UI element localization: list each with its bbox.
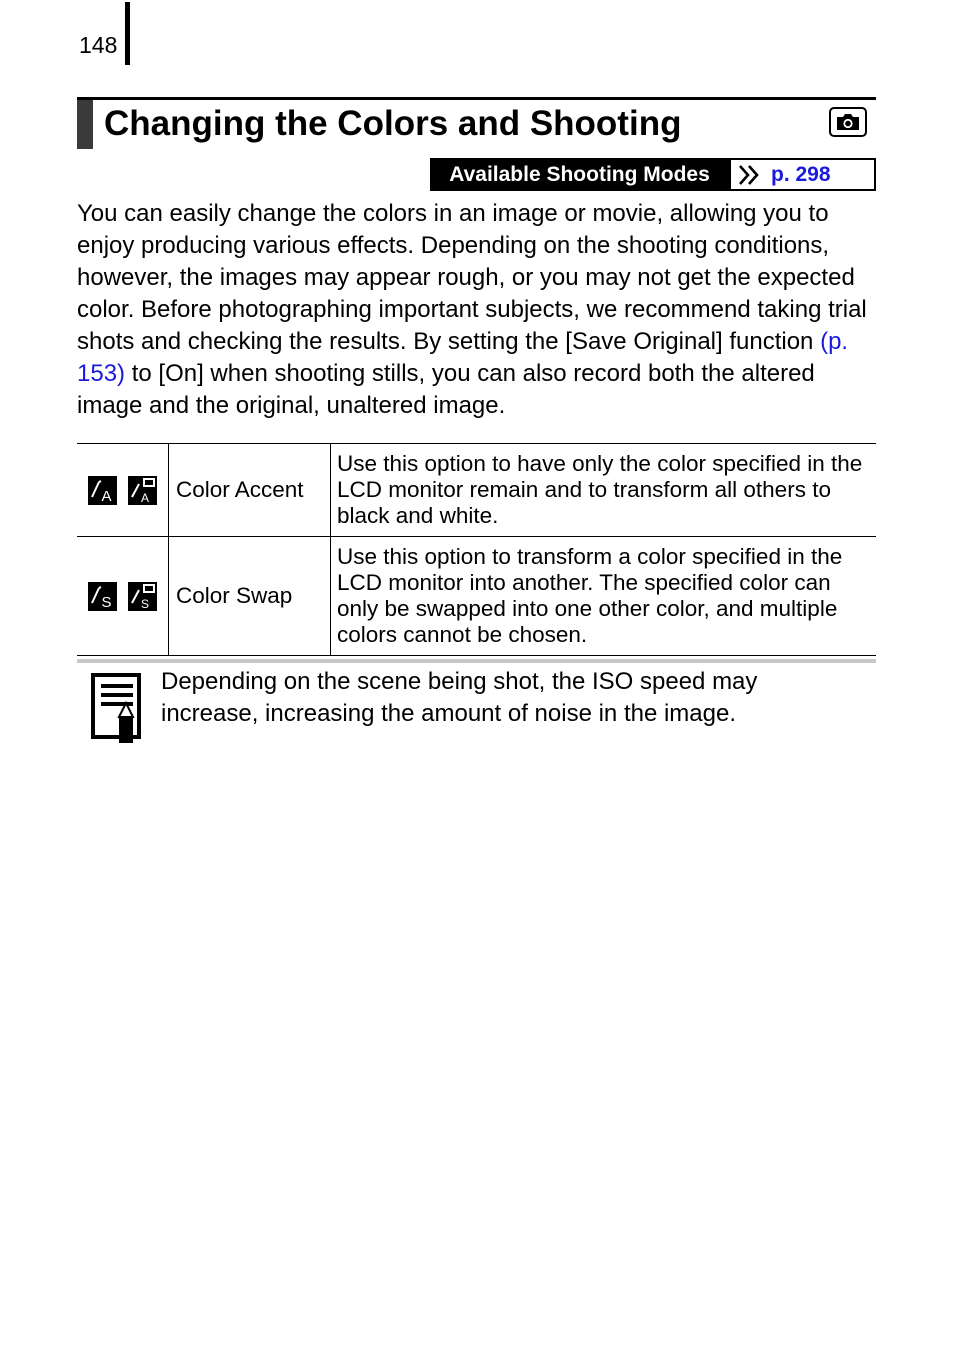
title-left-block	[77, 100, 93, 149]
section-title: Changing the Colors and Shooting	[104, 104, 682, 143]
page-number-rule	[125, 2, 130, 65]
option-name: Color Swap	[169, 537, 331, 656]
modes-page-reference[interactable]	[729, 158, 876, 191]
save-original-page-link[interactable]: (p. 153)	[77, 328, 849, 387]
camera-icon	[829, 107, 867, 137]
title-top-rule	[77, 97, 876, 100]
available-modes-label: Available Shooting Modes	[430, 158, 729, 191]
mode-icons-cell	[77, 444, 169, 537]
color-swap-still-icon	[88, 582, 117, 611]
option-description: Use this option to transform a color specified in the LCD monitor into another. The specified color can only be swapped into one other color, and multiple colors cannot be chosen.	[331, 537, 877, 656]
icon-letter: S	[101, 593, 112, 611]
intro-text-part1: You can easily change the colors in an image or movie, allowing you to enjoy producing various effects. Depending on the shooting conditions, however, the images may appear rough, or you may not get the expected color. Before photographing important subjects, we recommend taking trial shots and checking the results. By setting the [Save Original] function	[77, 200, 867, 355]
intro-text-part2: to [On] when shooting stills, you can also record both the altered image and the original, unaltered image.	[77, 360, 815, 419]
note-divider	[77, 659, 876, 663]
double-chevron-right-icon	[737, 164, 763, 186]
table-row	[77, 537, 876, 656]
page-number: 148	[79, 32, 118, 58]
table-row	[77, 444, 876, 537]
color-accent-still-icon	[88, 476, 117, 505]
color-swap-movie-icon	[128, 582, 157, 611]
icon-letter: A	[140, 490, 149, 505]
option-description: Use this option to have only the color specified in the LCD monitor remain and to transform all others to black and white.	[331, 444, 877, 537]
memo-pencil-icon	[91, 673, 145, 745]
intro-paragraph	[77, 198, 877, 422]
available-shooting-modes	[430, 158, 876, 191]
option-name: Color Accent	[169, 444, 331, 537]
modes-page-link[interactable]: p. 298	[771, 163, 831, 186]
note-text: Depending on the scene being shot, the ISO speed may increase, increasing the amount of noise in the image.	[161, 668, 758, 727]
color-options-table	[77, 443, 876, 656]
section-title-bar	[77, 97, 876, 149]
mode-icons-cell	[77, 537, 169, 656]
icon-letter: A	[101, 487, 112, 505]
color-accent-movie-icon	[128, 476, 157, 505]
icon-letter: S	[140, 596, 149, 611]
